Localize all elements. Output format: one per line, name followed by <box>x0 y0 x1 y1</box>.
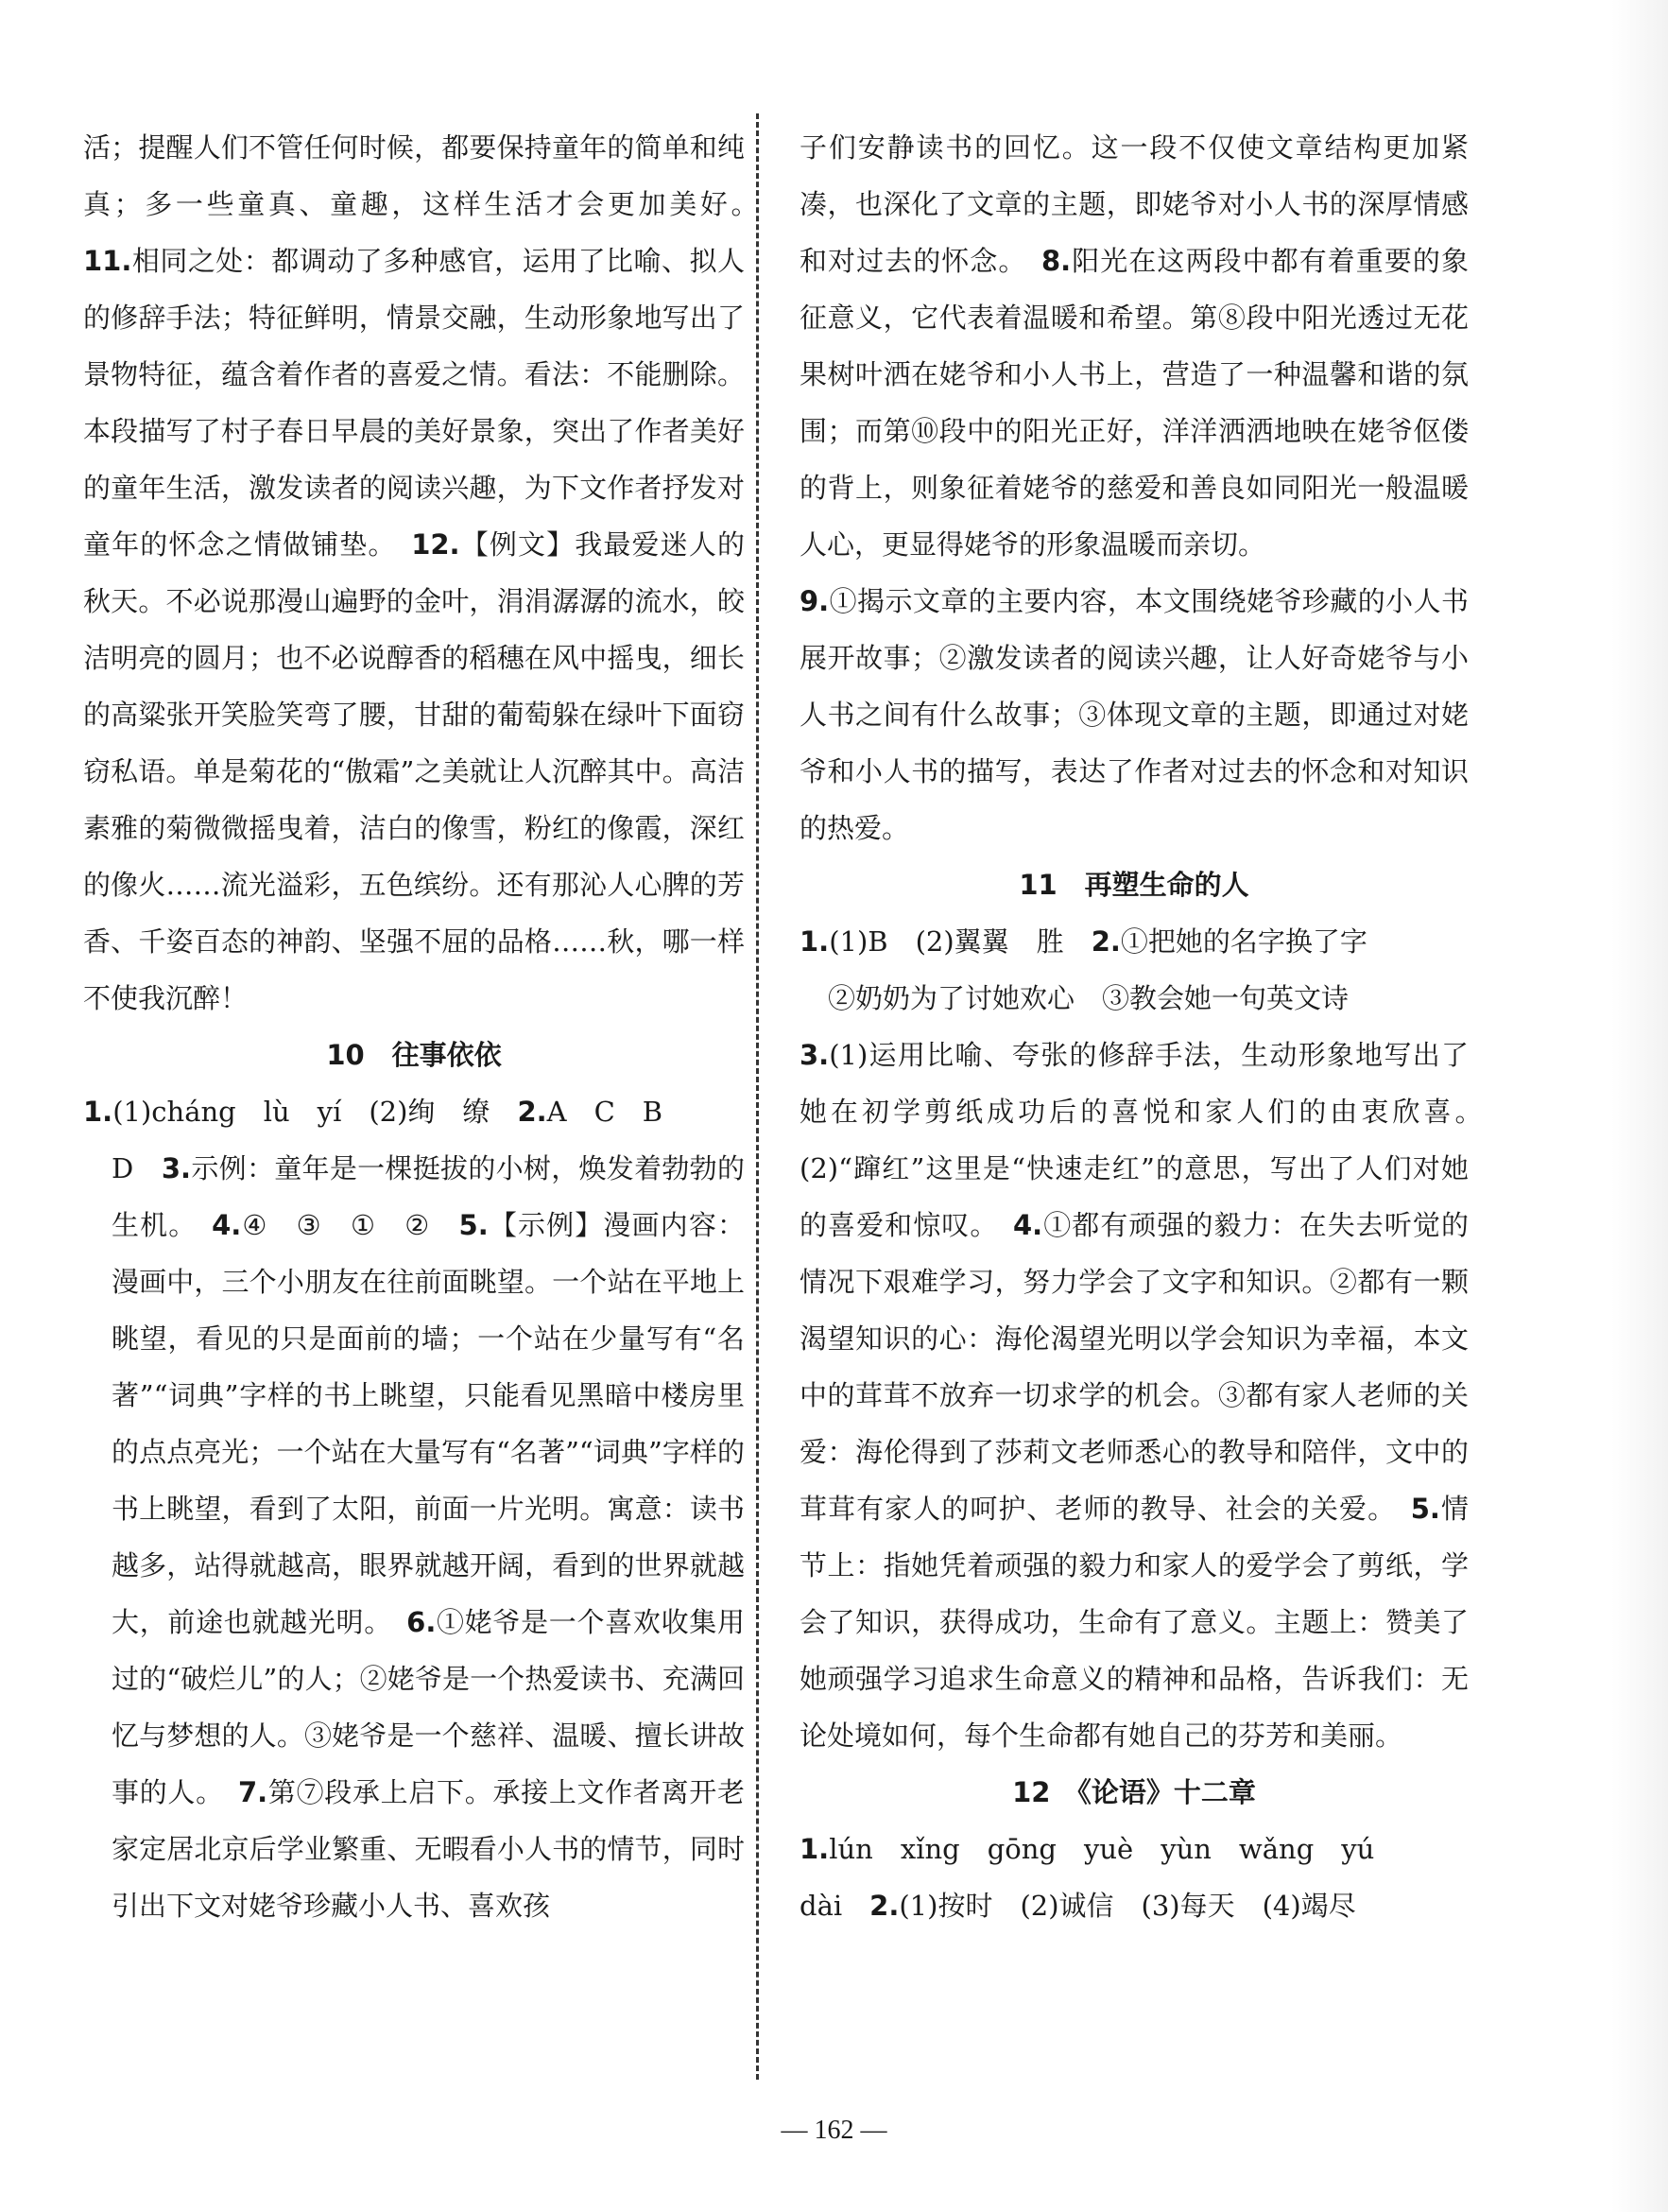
answer-text: (1)运用比喻、夸张的修辞手法，生动形象地写出了她在初学剪纸成功后的喜悦和家人们的由衷欣喜。 (2)“蹿红”这里是“快速走红”的意思，写出了人们对她的喜爱和惊叹。 <box>800 1039 1497 1241</box>
answer-block-11-cont <box>800 970 1469 1027</box>
answer-text: (1)按时 (2)诚信 (3)每天 (4)竭尽 <box>899 1890 1356 1922</box>
column-divider <box>756 113 759 2080</box>
question-number: 4. <box>1012 1209 1043 1241</box>
left-column <box>83 119 745 1934</box>
answer-text: 【示例】漫画内容：漫画中，三个小朋友在往前面眺望。一个站在平地上眺望，看见的只是面前的墙；一个站在少量写有“名著”“词典”字样的书上眺望，只能看见黑暗中楼房里的点点亮光；一个站在大量写有“名著”“词典”字样的书上眺望，看到了太阳，前面一片光明。寓意：读书越多，站得就越高，眼界就越开阔，看到的世界就越大，前途也就越光明。 <box>112 1209 745 1638</box>
section-heading-12: 12 《论语》十二章 <box>1012 1776 1256 1808</box>
answer-text: lún xǐng gōng yuè yùn wǎng yú <box>829 1833 1375 1865</box>
answer-text: 阳光在这两段中都有着重要的象征意义，它代表着温暖和希望。第⑧段中阳光透过无花果树叶洒在姥爷和小人书上，营造了一种温馨和谐的氛围；而第⑩段中的阳光正好，洋洋洒洒地映在姥爷伛偻的背上，则象征着姥爷的慈爱和善良如同阳光一般温暖人心，更显得姥爷的形象温暖而亲切。 <box>800 245 1469 561</box>
answer-block-12 <box>800 1821 1469 1877</box>
question-number: 2. <box>1091 925 1121 958</box>
question-number: 12. <box>411 528 460 561</box>
answer-text: dài <box>800 1890 843 1922</box>
answer-text: ④ ③ ① ② <box>241 1209 431 1241</box>
answer-block-10 <box>83 1083 745 1140</box>
question-number: 2. <box>517 1096 547 1128</box>
question-number: 5. <box>1410 1493 1440 1525</box>
question-number: 5. <box>458 1209 489 1241</box>
question-number: 3. <box>800 1039 830 1071</box>
answer-text: 示例：童年是一棵挺拔的小树，焕发着勃勃的生机。 <box>112 1152 745 1241</box>
answer-text: 【例文】我最爱迷人的秋天。不必说那漫山遍野的金叶，涓涓潺潺的流水，皎洁明亮的圆月；也不必说醇香的稻穗在风中摇曳，细长的高粱张开笑脸笑弯了腰，甘甜的葡萄躲在绿叶下面窃窃私语。单是菊花的“傲霜”之美就让人沉醉其中。高洁素雅的菊微微摇曳着，洁白的像雪，粉红的像霞，深红的像火……流光溢彩，五色缤纷。还有那沁人心脾的芳香、千姿百态的神韵、坚强不屈的品格……秋，哪一样不使我沉醉！ <box>83 528 745 1014</box>
answer-text: 情节上：指她凭着顽强的毅力和家人的爱学会了剪纸，学会了知识，获得成功，生命有了意义。主题上：赞美了她顽强学习追求生命意义的精神和品格，告诉我们：无论处境如何，每个生命都有她自己的芬芳和美丽。 <box>800 1493 1469 1752</box>
answer-block-12-cont <box>800 1877 1469 1934</box>
question-number: 8. <box>1041 245 1072 277</box>
question-number: 3. <box>161 1152 192 1184</box>
question-number: 1. <box>800 925 830 958</box>
answer-block-11 <box>800 913 1469 970</box>
answer-text: D <box>112 1152 134 1184</box>
section-heading-11: 11 再塑生命的人 <box>1019 869 1249 901</box>
question-number: 11. <box>83 245 132 277</box>
answer-text: 第⑦段承上启下。承接上文作者离开老家定居北京后学业繁重、无暇看小人书的情节，同时引出下文对姥爷珍藏小人书、喜欢孩 <box>112 1776 745 1922</box>
answer-text: A C B <box>546 1096 663 1128</box>
right-column <box>800 119 1497 1934</box>
question-number: 2. <box>869 1890 900 1922</box>
question-number: 1. <box>800 1833 830 1865</box>
answer-text: 活；提醒人们不管任何时候，都要保持童年的简单和纯真；多一些童真、童趣，这样生活才会更加美好。 <box>83 131 745 220</box>
question-number: 6. <box>406 1606 437 1638</box>
answer-text: ①姥爷是一个喜欢收集用过的“破烂儿”的人；②姥爷是一个热爱读书、充满回忆与梦想的人。③姥爷是一个慈祥、温暖、擅长讲故事的人。 <box>112 1606 745 1808</box>
answer-text: 子们安静读书的回忆。这一段不仅使文章结构更加紧凑，也深化了文章的主题，即姥爷对小人书的深厚情感和对过去的怀念。 <box>800 131 1469 277</box>
answer-block-10-12 <box>83 119 745 1027</box>
answer-text: 相同之处：都调动了多种感官，运用了比喻、拟人的修辞手法；特征鲜明，情景交融，生动形象地写出了景物特征，蕴含着作者的喜爱之情。看法：不能删除。本段描写了村子春日早晨的美好景象，突出了作者美好的童年生活，激发读者的阅读兴趣，为下文作者抒发对童年的怀念之情做铺垫。 <box>83 245 745 561</box>
question-number: 1. <box>83 1096 113 1128</box>
answer-block-10-q9 <box>800 573 1469 856</box>
answer-block-10-cont <box>83 1140 745 1934</box>
answer-text: (1)B (2)翼翼 胜 <box>829 925 1064 958</box>
page-edge-shadow <box>1611 0 1668 2212</box>
answer-text: ②奶奶为了讨她欢心 ③教会她一句英文诗 <box>828 982 1350 1014</box>
answer-block-11-q3 <box>800 1027 1497 1764</box>
page-number: — 162 — <box>781 2116 887 2145</box>
answer-block-10-right <box>800 119 1469 573</box>
answer-text: ①都有顽强的毅力：在失去听觉的情况下艰难学习，努力学会了文字和知识。②都有一颗渴望知识的心：海伦渴望光明以学会知识为幸福，本文中的茸茸不放弃一切求学的机会。③都有家人老师的关爱：海伦得到了莎莉文老师悉心的教导和陪伴，文中的茸茸有家人的呵护、老师的教导、社会的关爱。 <box>800 1209 1469 1525</box>
section-heading-10: 10 往事依依 <box>326 1039 502 1071</box>
answer-text: ①揭示文章的主要内容，本文围绕姥爷珍藏的小人书展开故事；②激发读者的阅读兴趣，让人好奇姥爷与小人书之间有什么故事；③体现文章的主题，即通过对姥爷和小人书的描写，表达了作者对过去的怀念和对知识的热爱。 <box>800 585 1469 844</box>
question-number: 4. <box>212 1209 242 1241</box>
question-number: 9. <box>800 585 830 617</box>
answer-text: ①把她的名字换了字 <box>1120 925 1367 958</box>
question-number: 7. <box>237 1776 268 1808</box>
answer-text: (1)cháng lù yí (2)绚 缭 <box>112 1096 490 1128</box>
